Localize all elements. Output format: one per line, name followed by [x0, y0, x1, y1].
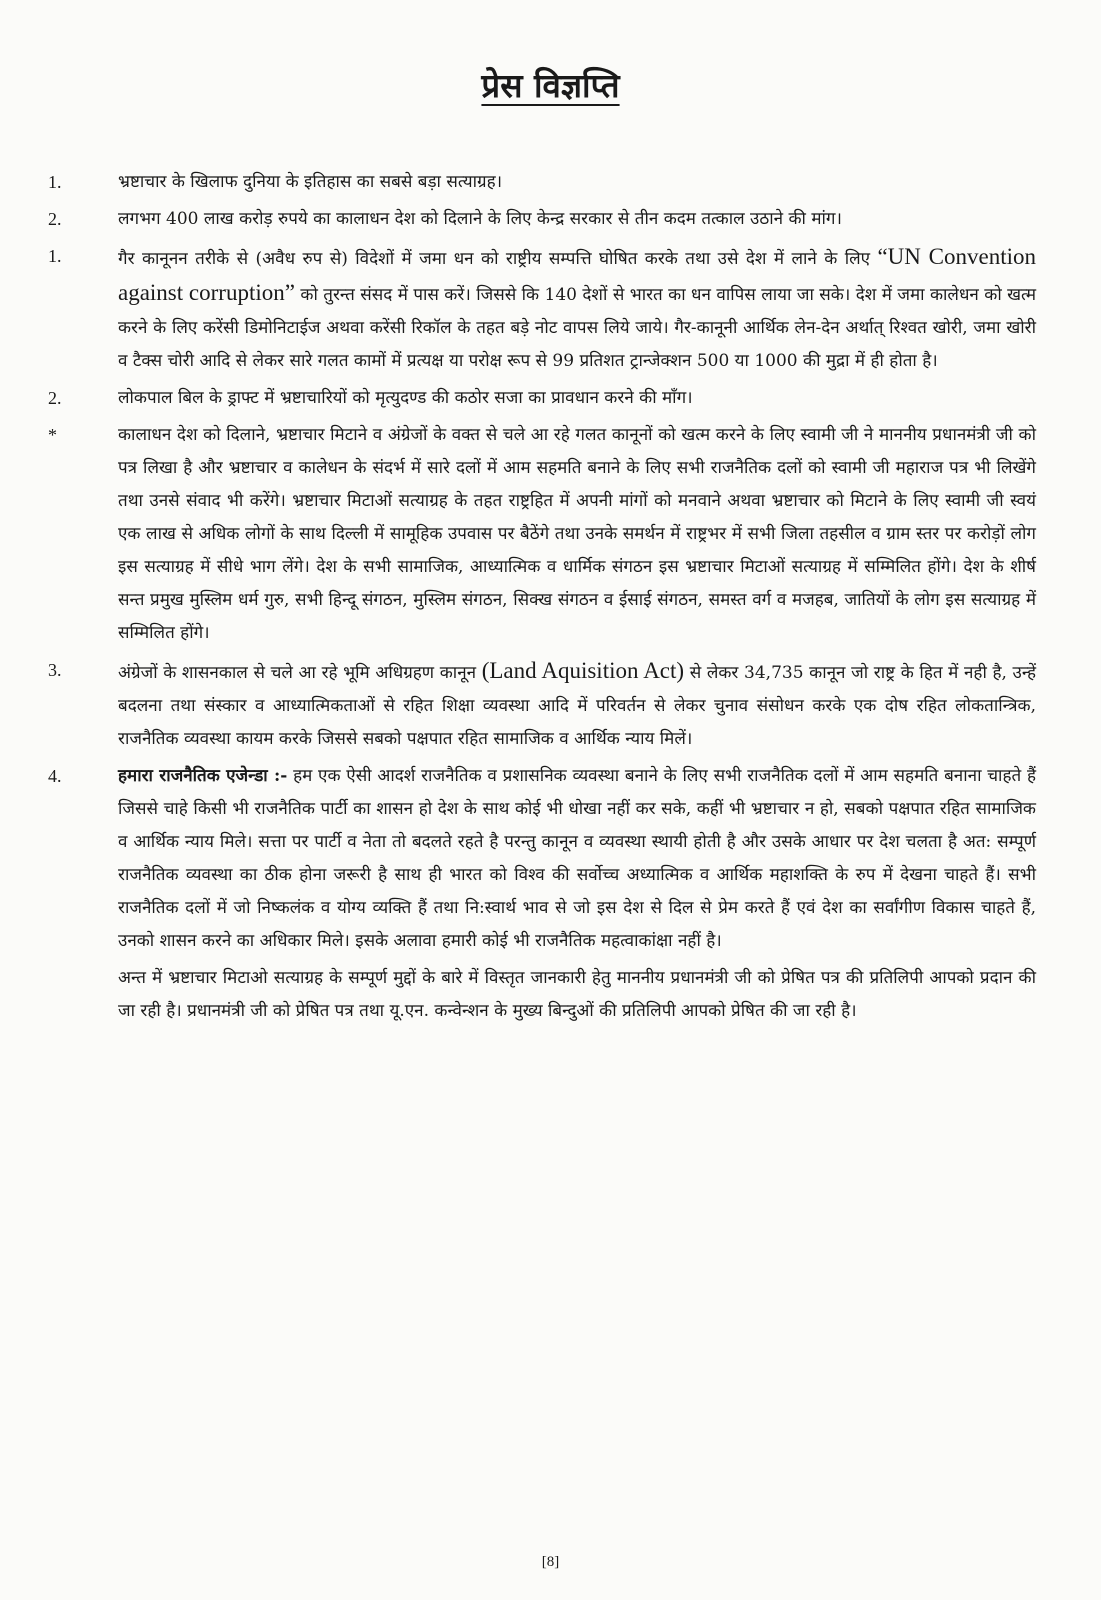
list-item [48, 760, 1036, 958]
item-text: लोकपाल बिल के ड्राफ्ट में भ्रष्टाचारियों को मृत्युदण्ड की कठोर सजा का प्रावधान करने की माँग। [118, 388, 693, 408]
item-list [48, 166, 1036, 1028]
list-item [48, 166, 1036, 199]
closing-paragraph: अन्त में भ्रष्टाचार मिटाओ सत्याग्रह के सम्पूर्ण मुद्दों के बारे में विस्तृत जानकारी हेतु माननीय प्रधानमंत्री जी को प्रेषित पत्र की प्रतिलिपी आपको प्रदान की जा रही है। प्रधानमंत्री जी को प्रेषित पत्र तथा यू.एन. कन्वेन्शन के मुख्य बिन्दुओं की प्रतिलिपी आपको प्रेषित की जा रही है। [118, 968, 1036, 1021]
page-title [0, 62, 1101, 107]
list-item [48, 240, 1036, 378]
item-text [118, 240, 1036, 378]
item-text-part: गैर कानूनन तरीके से (अवैध रुप से) विदेशों में जमा धन को राष्ट्रीय सम्पत्ति घोषित करके तथा उसे देश में लाने के लिए [118, 249, 878, 269]
item-text: लगभग 400 लाख करोड़ रुपये का कालाधन देश को दिलाने के लिए केन्द्र सरकार से तीन कदम तत्काल उठाने की मांग। [118, 209, 842, 229]
item-number: 1. [48, 172, 62, 192]
item-text [118, 760, 1036, 958]
item-text-part: को तुरन्त संसद में पास करें। जिससे कि 140 देशों से भारत का धन वापिस लाया जा सके। देश में जमा कालेधन को खत्म करने के लिए करेंसी डिमोनिटाईज अथवा करेंसी रिकॉल के तहत बड़े नोट वापस लिये जाये। गैर-कानूनी आर्थिक लेन-देन अर्थात् रिश्वत खोरी, जमा खोरी व टैक्स चोरी आदि से लेकर सारे गलत कामों में प्रत्यक्ष या परोक्ष रूप से 99 प्रतिशत ट्रान्जेक्शन 500 या 1000 की मुद्रा में ही होता है। [118, 285, 1037, 371]
item-number: 1. [48, 246, 62, 266]
item-number: 2. [48, 388, 62, 408]
list-item [48, 382, 1036, 415]
item-number: * [48, 425, 57, 445]
item-number: 4. [48, 766, 62, 786]
item-text-part: अंग्रेजों के शासनकाल से चले आ रहे भूमि अधिग्रहण कानून [118, 663, 482, 683]
page-title-text: प्रेस विज्ञप्ति [481, 66, 620, 105]
un-convention-text: “UN Convention against corruption” [118, 244, 1036, 305]
land-acquisition-act-text: (Land Aquisition Act) [481, 658, 685, 683]
item-text-part: हम एक ऐसी आदर्श राजनैतिक व प्रशासनिक व्यवस्था बनाने के लिए सभी राजनैतिक दलों में आम सहमति बनाना चाहते हैं जिससे चाहे किसी भी राजनैतिक पार्टी का शासन हो देश के साथ कोई भी धोखा नहीं कर सके, कहीं भी भ्रष्टाचार न हो, सबको पक्षपात रहित सामाजिक व आर्थिक न्याय मिले। सत्ता पर पार्टी व नेता तो बदलते रहते है परन्तु कानून व व्यवस्था स्थायी होती है और उसके आधार पर देश चलता है अत: सम्पूर्ण राजनैतिक व्यवस्था का ठीक होना जरूरी है साथ ही भारत को विश्व की सर्वोच्च अध्यात्मिक व आर्थिक महाशक्ति के रुप में देखना चाहते हैं। सभी राजनैतिक दलों में जो निष्कलंक व योग्य व्यक्ति हैं तथा नि:स्वार्थ भाव से जो इस देश से दिल से प्रेम करते हैं एवं देश का सर्वांगीण विकास चाहते हैं, उनको शासन करने का अधिकार मिले। इसके अलावा हमारी कोई भी राजनैतिक महत्वाकांक्षा नहीं है। [118, 766, 1036, 951]
page-number: [8] [541, 1554, 560, 1570]
list-item [48, 203, 1036, 236]
list-item [48, 419, 1036, 650]
item-text: कालाधन देश को दिलाने, भ्रष्टाचार मिटाने व अंग्रेजों के वक्त से चले आ रहे गलत कानूनों को खत्म करने के लिए स्वामी जी ने माननीय प्रधानमंत्री जी को पत्र लिखा है और भ्रष्टाचार व कालेधन के संदर्भ में सारे दलों में आम सहमति बनाने के लिए सभी राजनैतिक दलों को स्वामी जी महाराज पत्र भी लिखेंगे तथा उनसे संवाद भी करेंगे। भ्रष्टाचार मिटाओं सत्याग्रह के तहत राष्ट्रहित में अपनी मांगों को मनवाने अथवा भ्रष्टाचार को मिटाने के लिए स्वामी जी स्वयं एक लाख से अधिक लोगों के साथ दिल्ली में सामूहिक उपवास पर बैठेंगे तथा उनके समर्थन में राष्ट्रभर में सभी जिला तहसील व ग्राम स्तर पर करोड़ों लोग इस सत्याग्रह में सीधे भाग लेंगे। देश के सभी सामाजिक, आध्यात्मिक व धार्मिक संगठन इस भ्रष्टाचार मिटाओं सत्याग्रह में सम्मिलित होंगे। देश के शीर्ष सन्त प्रमुख मुस्लिम धर्म गुरु, सभी हिन्दू संगठन, मुस्लिम संगठन, सिक्ख संगठन व ईसाई संगठन, समस्त वर्ग व मजहब, जातियों के लोग इस सत्याग्रह में सम्मिलित होंगे। [118, 425, 1036, 643]
item-text: भ्रष्टाचार के खिलाफ दुनिया के इतिहास का सबसे बड़ा सत्याग्रह। [118, 172, 503, 192]
item-number: 3. [48, 660, 62, 680]
item-text [118, 654, 1036, 756]
list-item [48, 654, 1036, 756]
item-number: 2. [48, 209, 62, 229]
agenda-heading: हमारा राजनैतिक एजेन्डा :- [118, 766, 288, 786]
item-text-part: से लेकर 34,735 कानून जो राष्ट्र के हित में नही है, उन्हें बदलना तथा संस्कार व आध्यात्मिकताओं से रहित शिक्षा व्यवस्था आदि में परिवर्तन से लेकर चुनाव संसोधन करके एक दोष रहित लोकतान्त्रिक, राजनैतिक व्यवस्था कायम करके जिससे सबको पक्षपात रहित सामाजिक व आर्थिक न्याय मिलें। [118, 663, 1036, 749]
